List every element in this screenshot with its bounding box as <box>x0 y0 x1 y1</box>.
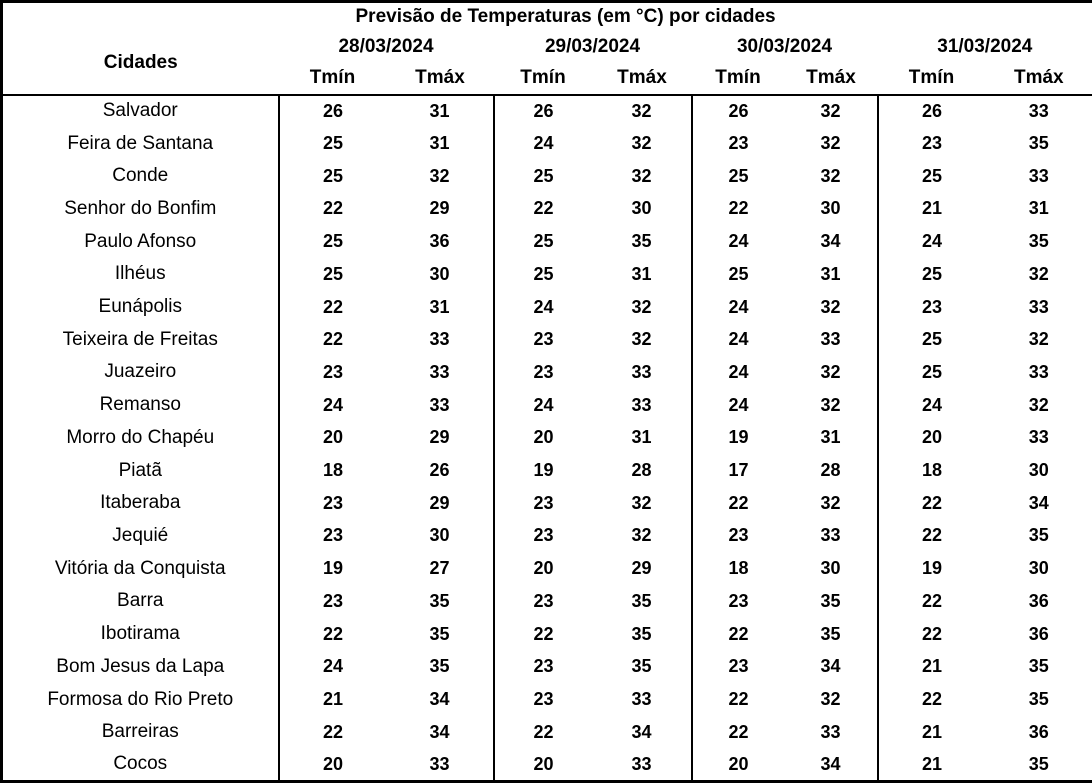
tmin-cell: 22 <box>878 618 986 651</box>
tmin-cell: 20 <box>322 753 344 774</box>
tmax-cell: 27 <box>429 558 450 579</box>
table-row <box>2 552 1092 585</box>
tmax-cell: 33 <box>631 361 652 382</box>
table-row <box>2 258 1092 291</box>
tmax-cell: 33 <box>1028 296 1049 317</box>
tmin-cell: 25 <box>692 258 785 291</box>
tmin-cell: 25 <box>878 356 986 389</box>
tmax-cell: 32 <box>631 329 652 350</box>
city-cell: Salvador <box>2 95 279 128</box>
tmin-cell: 23 <box>322 590 344 611</box>
city-cell: Paulo Afonso <box>2 225 279 258</box>
tmax-cell: 34 <box>631 721 652 742</box>
tmin-cell: 22 <box>322 721 344 742</box>
city-cell: Teixeira de Freitas <box>2 323 279 356</box>
tmin-cell: 26 <box>878 95 986 128</box>
table-row <box>2 683 1092 716</box>
tmin-cell: 22 <box>322 623 344 644</box>
city-cell: Conde <box>2 160 279 193</box>
city-cell: Jequié <box>2 520 279 553</box>
tmax-cell: 29 <box>631 558 652 579</box>
table-row <box>2 291 1092 324</box>
city-cell: Feira de Santana <box>2 127 279 160</box>
date-header-4: 31/03/2024 <box>937 36 1033 57</box>
tmin-cell: 22 <box>878 585 986 618</box>
tmin-cell: 26 <box>494 95 593 128</box>
tmax-cell: 34 <box>820 231 841 252</box>
tmin-cell: 22 <box>692 487 785 520</box>
tmin-header: Tmín <box>279 63 387 95</box>
table-row <box>2 193 1092 226</box>
tmin-cell: 20 <box>494 552 593 585</box>
tmin-cell: 24 <box>692 323 785 356</box>
city-cell: Ibotirama <box>2 618 279 651</box>
tmax-cell: 33 <box>1028 427 1049 448</box>
tmin-cell: 21 <box>878 193 986 226</box>
tmin-cell: 24 <box>692 291 785 324</box>
tmin-cell: 25 <box>494 258 593 291</box>
tmax-cell: 34 <box>820 656 841 677</box>
tmax-header: Tmáx <box>785 63 878 95</box>
table-row <box>2 389 1092 422</box>
tmin-cell: 26 <box>692 95 785 128</box>
tmin-cell: 22 <box>494 716 593 749</box>
tmax-cell: 34 <box>429 721 450 742</box>
tmax-cell: 36 <box>429 231 450 252</box>
tmax-cell: 32 <box>820 361 841 382</box>
table-title: Previsão de Temperaturas (em °C) por cidades <box>355 6 776 28</box>
table-row <box>2 520 1092 553</box>
tmin-cell: 25 <box>692 160 785 193</box>
tmax-cell: 32 <box>429 165 450 186</box>
tmax-cell: 35 <box>429 590 450 611</box>
tmin-cell: 23 <box>494 650 593 683</box>
table-row <box>2 716 1092 749</box>
tmax-cell: 33 <box>429 394 450 415</box>
tmax-cell: 32 <box>631 165 652 186</box>
tmin-cell: 25 <box>322 263 344 284</box>
tmin-cell: 25 <box>322 133 344 154</box>
tmax-cell: 33 <box>429 361 450 382</box>
tmax-cell: 31 <box>1028 198 1049 219</box>
city-cell: Juazeiro <box>2 356 279 389</box>
city-cell: Bom Jesus da Lapa <box>2 650 279 683</box>
table-row <box>2 454 1092 487</box>
table-header <box>2 2 1092 95</box>
tmax-cell: 36 <box>1028 590 1049 611</box>
tmin-cell: 25 <box>322 231 344 252</box>
tmax-cell: 32 <box>820 100 841 121</box>
cities-column-header: Cidades <box>2 32 279 95</box>
tmin-cell: 22 <box>878 683 986 716</box>
tmax-cell: 32 <box>820 394 841 415</box>
tmin-cell: 19 <box>692 422 785 455</box>
table-row <box>2 749 1092 782</box>
tmax-cell: 30 <box>820 558 841 579</box>
tmax-cell: 31 <box>429 296 450 317</box>
tmax-cell: 33 <box>631 689 652 709</box>
tmin-cell: 21 <box>878 749 986 782</box>
tmax-cell: 30 <box>429 263 450 284</box>
tmax-header: Tmáx <box>387 63 494 95</box>
tmax-cell: 35 <box>1028 231 1049 252</box>
tmax-cell: 31 <box>429 133 450 154</box>
date-header-1: 28/03/2024 <box>338 36 434 57</box>
tmax-cell: 30 <box>631 198 652 219</box>
tmax-cell: 35 <box>1028 753 1049 774</box>
table-row <box>2 95 1092 128</box>
tmax-cell: 31 <box>631 263 652 284</box>
table-row <box>2 650 1092 683</box>
tmin-cell: 26 <box>322 100 344 121</box>
table-row <box>2 618 1092 651</box>
tmax-cell: 33 <box>1028 100 1049 121</box>
tmin-cell: 21 <box>322 689 344 709</box>
tmax-cell: 32 <box>1028 263 1049 284</box>
tmax-cell: 35 <box>1028 689 1049 709</box>
tmax-cell: 35 <box>1028 525 1049 546</box>
tmin-cell: 25 <box>322 165 344 186</box>
tmax-cell: 35 <box>631 656 652 677</box>
tmin-cell: 25 <box>878 160 986 193</box>
tmin-cell: 23 <box>878 127 986 160</box>
tmax-cell: 33 <box>631 753 652 774</box>
tmax-cell: 33 <box>631 394 652 415</box>
city-cell: Ilhéus <box>2 258 279 291</box>
city-cell: Eunápolis <box>2 291 279 324</box>
tmax-header: Tmáx <box>593 63 692 95</box>
tmin-cell: 23 <box>494 323 593 356</box>
tmax-cell: 32 <box>631 100 652 121</box>
tmin-cell: 23 <box>692 127 785 160</box>
tmin-header: Tmín <box>878 63 986 95</box>
city-cell: Vitória da Conquista <box>2 552 279 585</box>
tmax-cell: 36 <box>1028 721 1049 742</box>
tmax-cell: 35 <box>631 231 652 252</box>
title-row <box>2 2 1092 32</box>
tmax-cell: 31 <box>820 427 841 448</box>
tmax-cell: 33 <box>429 329 450 350</box>
tmax-cell: 32 <box>820 133 841 154</box>
tmin-cell: 22 <box>322 296 344 317</box>
tmax-cell: 33 <box>820 721 841 742</box>
tmin-cell: 23 <box>494 683 593 716</box>
tmin-cell: 22 <box>878 520 986 553</box>
tmax-header: Tmáx <box>986 63 1092 95</box>
tmax-cell: 30 <box>429 525 450 546</box>
tmin-cell: 24 <box>494 291 593 324</box>
tmin-cell: 19 <box>322 558 344 579</box>
tmin-header: Tmín <box>692 63 785 95</box>
tmin-cell: 23 <box>322 361 344 382</box>
tmax-cell: 35 <box>631 623 652 644</box>
tmin-cell: 23 <box>692 585 785 618</box>
tmin-cell: 20 <box>494 749 593 782</box>
table-row <box>2 225 1092 258</box>
table-row <box>2 487 1092 520</box>
tmax-cell: 32 <box>820 492 841 513</box>
tmin-cell: 22 <box>692 193 785 226</box>
tmin-cell: 23 <box>494 356 593 389</box>
tmin-cell: 24 <box>494 389 593 422</box>
tmax-cell: 29 <box>429 198 450 219</box>
tmin-cell: 25 <box>878 323 986 356</box>
tmin-cell: 24 <box>878 389 986 422</box>
tmax-cell: 29 <box>429 492 450 513</box>
tmax-cell: 34 <box>1028 492 1049 513</box>
table-row <box>2 422 1092 455</box>
tmin-cell: 20 <box>322 427 344 448</box>
tmax-cell: 29 <box>429 427 450 448</box>
tmin-cell: 24 <box>878 225 986 258</box>
tmin-cell: 24 <box>692 389 785 422</box>
table-row <box>2 585 1092 618</box>
date-header-row <box>2 32 1092 63</box>
tmin-cell: 22 <box>494 193 593 226</box>
tmin-cell: 21 <box>878 716 986 749</box>
tmin-cell: 23 <box>692 520 785 553</box>
tmin-cell: 23 <box>322 492 344 513</box>
tmax-cell: 35 <box>820 623 841 644</box>
tmax-cell: 33 <box>429 753 450 774</box>
tmin-cell: 24 <box>494 127 593 160</box>
tmax-cell: 28 <box>820 460 841 481</box>
city-cell: Barra <box>2 585 279 618</box>
tmax-cell: 35 <box>1028 133 1049 154</box>
tmin-cell: 18 <box>322 460 344 481</box>
tmin-cell: 24 <box>322 656 344 677</box>
tmax-cell: 32 <box>820 689 841 709</box>
tmax-cell: 30 <box>1028 558 1049 579</box>
tmin-cell: 22 <box>692 618 785 651</box>
date-header-3: 30/03/2024 <box>736 36 833 57</box>
tmin-cell: 18 <box>692 552 785 585</box>
city-cell: Remanso <box>2 389 279 422</box>
tmin-cell: 23 <box>494 520 593 553</box>
tmax-cell: 32 <box>820 165 841 186</box>
date-header-2: 29/03/2024 <box>544 36 641 57</box>
city-cell: Formosa do Rio Preto <box>2 683 279 716</box>
table-row <box>2 323 1092 356</box>
tmin-cell: 23 <box>322 525 344 546</box>
city-cell: Itaberaba <box>2 487 279 520</box>
city-cell: Cocos <box>2 749 279 782</box>
city-cell: Senhor do Bonfim <box>2 193 279 226</box>
tmin-cell: 17 <box>692 454 785 487</box>
tmin-cell: 20 <box>494 422 593 455</box>
tmin-cell: 24 <box>692 356 785 389</box>
city-cell: Morro do Chapéu <box>2 422 279 455</box>
tmax-cell: 31 <box>429 100 450 121</box>
table-row <box>2 356 1092 389</box>
tmin-cell: 22 <box>494 618 593 651</box>
tmax-cell: 31 <box>820 263 841 284</box>
tmin-cell: 22 <box>878 487 986 520</box>
tmax-cell: 35 <box>429 656 450 677</box>
city-cell: Piatã <box>2 454 279 487</box>
tmin-cell: 23 <box>692 650 785 683</box>
tmax-cell: 32 <box>631 133 652 154</box>
city-cell: Barreiras <box>2 716 279 749</box>
tmax-cell: 32 <box>631 492 652 513</box>
table-body <box>2 95 1092 782</box>
tmin-cell: 24 <box>692 225 785 258</box>
tmax-cell: 33 <box>820 525 841 546</box>
tmax-cell: 35 <box>1028 656 1049 677</box>
tmin-cell: 22 <box>322 329 344 350</box>
tmax-cell: 30 <box>1028 460 1049 481</box>
tmax-cell: 32 <box>631 525 652 546</box>
tmin-cell: 22 <box>692 716 785 749</box>
tmax-cell: 35 <box>631 590 652 611</box>
tmax-cell: 33 <box>820 329 841 350</box>
tmin-cell: 19 <box>494 454 593 487</box>
tmax-cell: 31 <box>631 427 652 448</box>
tmin-cell: 20 <box>692 749 785 782</box>
tmax-cell: 33 <box>1028 361 1049 382</box>
tmin-cell: 25 <box>494 160 593 193</box>
tmin-cell: 20 <box>878 422 986 455</box>
tmin-cell: 21 <box>878 650 986 683</box>
tmax-cell: 26 <box>429 460 450 481</box>
tmin-cell: 18 <box>878 454 986 487</box>
tmax-cell: 33 <box>1028 165 1049 186</box>
tmin-header: Tmín <box>494 63 593 95</box>
table-row <box>2 160 1092 193</box>
tmax-cell: 32 <box>631 296 652 317</box>
tmin-cell: 23 <box>494 585 593 618</box>
tmin-cell: 19 <box>878 552 986 585</box>
tmax-cell: 28 <box>631 460 652 481</box>
table-row <box>2 127 1092 160</box>
tmax-cell: 34 <box>820 753 841 774</box>
tmin-cell: 22 <box>322 198 344 219</box>
tmin-cell: 24 <box>322 394 344 415</box>
tmax-cell: 30 <box>820 198 841 219</box>
tmin-cell: 22 <box>692 683 785 716</box>
tmax-cell: 36 <box>1028 623 1049 644</box>
tmin-cell: 23 <box>878 291 986 324</box>
tmax-cell: 34 <box>429 689 450 709</box>
tmin-cell: 23 <box>494 487 593 520</box>
tmin-cell: 25 <box>494 225 593 258</box>
tmin-cell: 25 <box>878 258 986 291</box>
tmax-cell: 35 <box>820 590 841 611</box>
tmax-cell: 32 <box>1028 394 1049 415</box>
tmax-cell: 32 <box>1028 329 1049 350</box>
tmax-cell: 32 <box>820 296 841 317</box>
tmax-cell: 35 <box>429 623 450 644</box>
